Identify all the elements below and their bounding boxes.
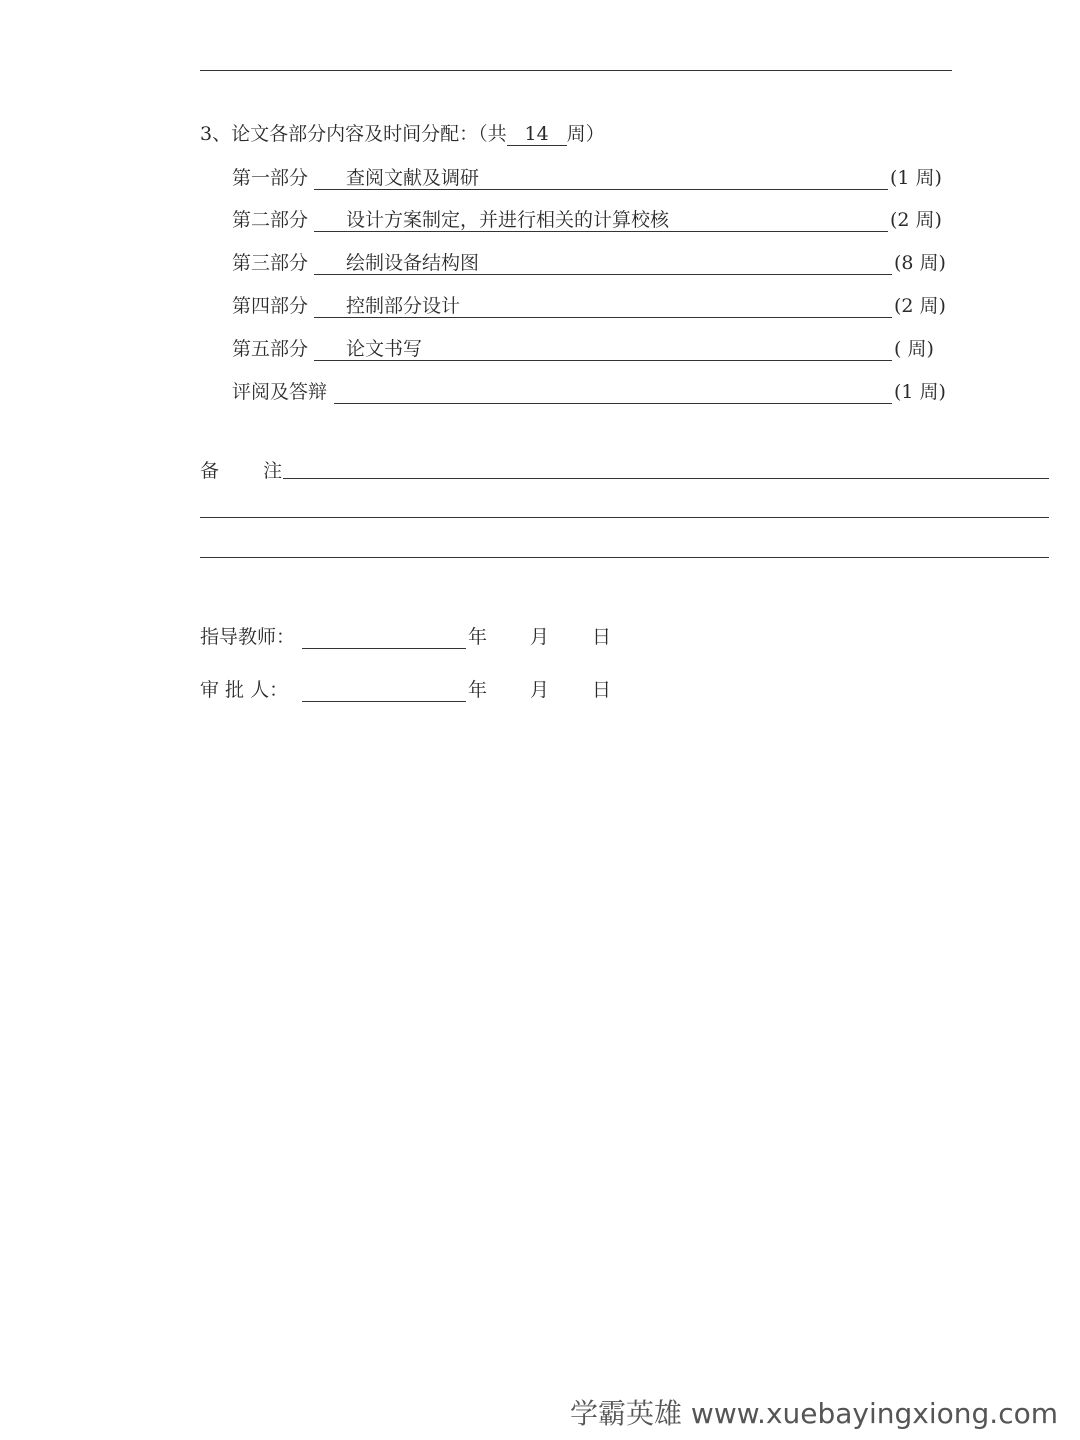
row-weeks: (2 周) — [890, 209, 942, 231]
remarks-label-char-2: 注 — [263, 460, 283, 482]
approver-label: 审 批 人： — [200, 679, 289, 701]
advisor-year: 年 — [468, 626, 488, 648]
row-content-line — [314, 163, 888, 190]
row-weeks: (1 周) — [890, 167, 942, 189]
remarks-line-2 — [200, 517, 1049, 518]
approver-signature-field[interactable] — [302, 675, 466, 702]
row-content: 论文书写 — [346, 338, 423, 360]
schedule-row-review — [232, 377, 952, 405]
advisor-day: 日 — [592, 626, 612, 648]
row-content-line — [314, 291, 892, 318]
row-label: 第五部分 — [232, 338, 309, 360]
heading-suffix: 周） — [566, 123, 605, 145]
schedule-row-4 — [232, 291, 952, 319]
schedule-row-3 — [232, 248, 952, 276]
schedule-row-5 — [232, 334, 952, 362]
row-content-line — [314, 248, 892, 275]
row-weeks: (2 周) — [894, 295, 946, 317]
remarks-line-1 — [283, 478, 1049, 479]
row-content: 查阅文献及调研 — [346, 167, 480, 189]
row-weeks: (1 周) — [894, 381, 946, 403]
row-content: 设计方案制定，并进行相关的计算校核 — [346, 209, 670, 231]
advisor-label: 指导教师： — [200, 626, 296, 648]
row-content-line — [334, 377, 892, 404]
schedule-row-2 — [232, 205, 948, 233]
row-label: 评阅及答辩 — [232, 381, 328, 403]
row-label: 第三部分 — [232, 252, 309, 274]
remarks-line-3 — [200, 557, 1049, 558]
top-divider — [200, 70, 952, 71]
remarks-label — [200, 456, 282, 483]
site-watermark: 学霸英雄 www.xuebayingxiong.com — [570, 1397, 1058, 1430]
schedule-row-1 — [232, 163, 948, 191]
total-weeks: 14 — [507, 123, 567, 146]
approver-day: 日 — [592, 679, 612, 701]
row-weeks: ( 周) — [894, 338, 934, 360]
approver-month: 月 — [530, 679, 550, 701]
row-weeks: (8 周) — [894, 252, 946, 274]
row-label: 第一部分 — [232, 167, 309, 189]
remarks-label-char-1: 备 — [200, 460, 220, 482]
row-content: 绘制设备结构图 — [346, 252, 480, 274]
approver-year: 年 — [468, 679, 488, 701]
heading-prefix: 3、论文各部分内容及时间分配：（共 — [200, 123, 507, 145]
advisor-month: 月 — [530, 626, 550, 648]
approver-signature-row — [200, 675, 820, 705]
advisor-signature-field[interactable] — [302, 622, 466, 649]
row-content-line — [314, 205, 888, 232]
row-label: 第四部分 — [232, 295, 309, 317]
advisor-signature-row — [200, 622, 820, 652]
row-content-line — [314, 334, 892, 361]
row-label: 第二部分 — [232, 209, 309, 231]
row-content: 控制部分设计 — [346, 295, 461, 317]
section-heading — [200, 119, 605, 146]
